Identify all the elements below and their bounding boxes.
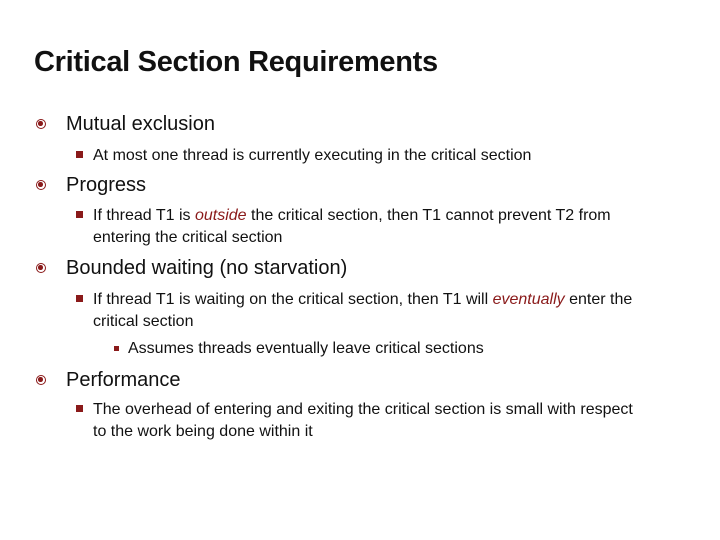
emphasis-text: outside: [194, 207, 247, 224]
square-bullet-icon: [76, 151, 83, 158]
slide-title: Critical Section Requirements: [34, 46, 438, 78]
bullet-heading: Bounded waiting (no starvation): [66, 257, 348, 279]
circle-bullet-icon: [36, 375, 46, 385]
bullet-heading: Performance: [66, 369, 181, 391]
emphasis-text: eventually: [492, 291, 565, 308]
circle-bullet-icon: [36, 263, 46, 273]
bullet-heading: Progress: [66, 174, 147, 196]
square-bullet-icon: [76, 295, 83, 302]
square-bullet-icon: [76, 211, 83, 218]
circle-bullet-icon: [36, 180, 46, 190]
sub-bullet-text: The overhead of entering and exiting the critical section is small with respect to the work being done within it: [93, 401, 633, 440]
sub-sub-bullet-text: Assumes threads eventually leave critical sections: [128, 340, 484, 357]
sub-bullet-text: If thread T1 is outside the critical section, then T1 cannot prevent T2 from entering the critical section: [93, 207, 611, 246]
square-bullet-icon: [76, 405, 83, 412]
sub-bullet-text: At most one thread is currently executing in the critical section: [93, 147, 532, 164]
bullet-heading: Mutual exclusion: [66, 113, 215, 135]
circle-bullet-icon: [36, 119, 46, 129]
small-square-bullet-icon: [114, 346, 119, 351]
sub-bullet-text: If thread T1 is waiting on the critical section, then T1 will eventually enter the critical section: [93, 291, 633, 330]
